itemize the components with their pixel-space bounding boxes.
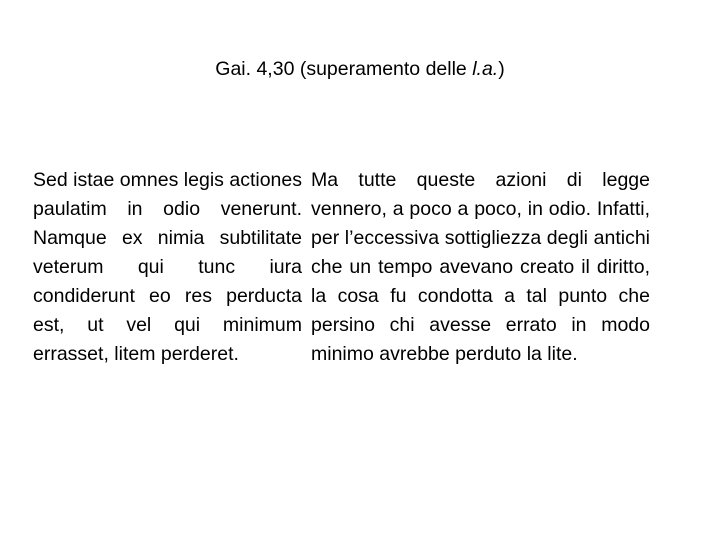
title-suffix: )	[498, 58, 505, 80]
latin-text-column: Sed istae omnes legis actiones paulatim in odio venerunt. Namque ex nimia subtilitate veterum qui tunc iura condiderunt eo res perducta est, ut vel qui minimum errasset, litem perderet.	[33, 169, 302, 365]
title-prefix: Gai. 4,30 (superamento delle	[215, 58, 473, 80]
title-italic-abbreviation: l.a.	[472, 58, 499, 80]
slide-title	[0, 55, 720, 83]
italian-translation-column: Ma tutte queste azioni di legge vennero, a poco a poco, in odio. Infatti, per l’eccessiva sottigliezza degli antichi che un tempo avevano creato il diritto, la cosa fu condotta a tal punto che persino chi avesse errato in modo minimo avrebbe perduto la lite.	[311, 169, 650, 365]
